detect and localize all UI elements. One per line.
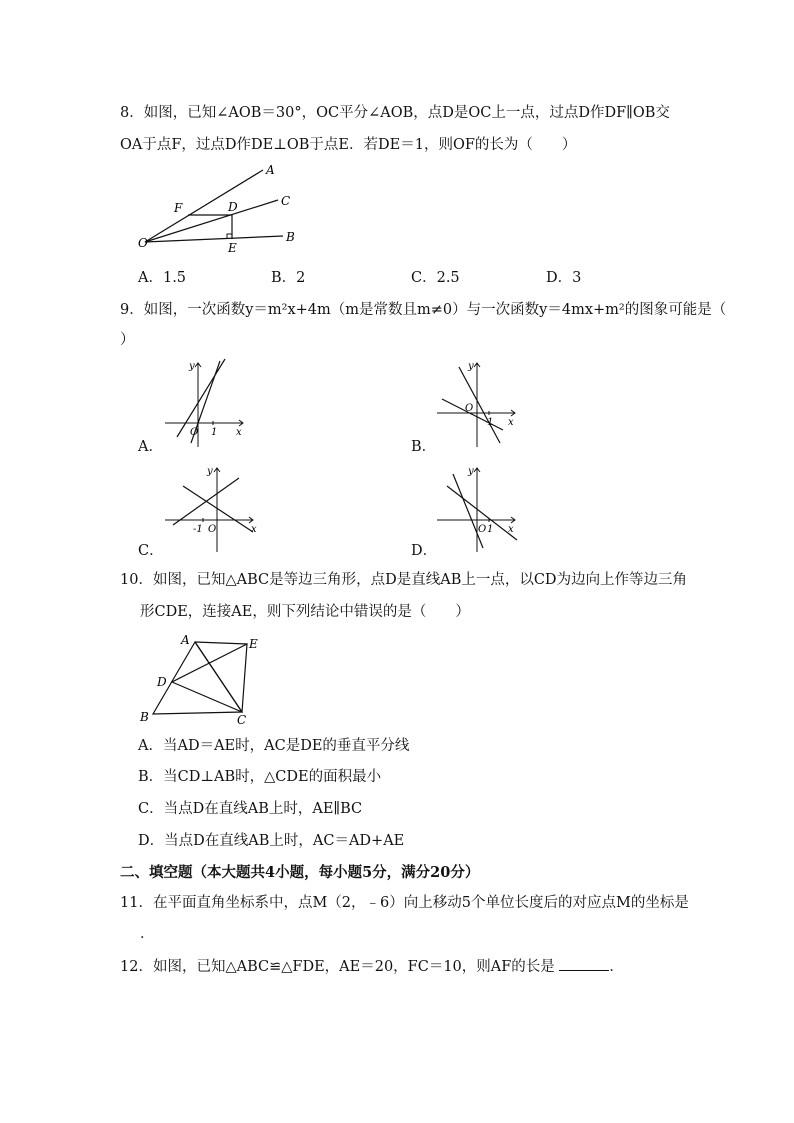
axis-y: y [207,466,213,477]
q10-line-2: 形CDE，连接AE，则下列结论中错误的是（ ） [140,604,470,620]
q9-graph-a [165,355,250,450]
label-e: E [249,637,258,651]
axis-x: x [251,524,257,535]
q8-option-b: B．2 [271,270,306,286]
tick-1: 1 [487,524,494,535]
q9-line-2: ） [120,332,135,348]
origin: O [208,524,217,535]
q9-option-b: B． [411,439,437,455]
q9-graph-c [165,460,260,555]
q10-option-d: D．当点D在直线AB上时，AC＝AD+AE [138,833,405,849]
q12-text: 12．如图，已知△ABC≌△FDE，AE＝20，FC＝10，则AF的长是 [120,959,555,975]
axis-y: y [468,466,474,477]
label-e: E [228,241,237,255]
q9-line-1: 9．如图，一次函数y＝m²x+4m（m是常数且m≠0）与一次函数y＝4mx+m²的图象可能是（ [120,302,727,318]
q8-option-d: D．3 [546,270,582,286]
origin: O [465,403,474,414]
axis-y: y [189,361,195,372]
line-1 [177,359,225,437]
axis-x: x [508,524,514,535]
label-f: F [174,201,183,215]
q8-line-1: 8．如图，已知∠AOB＝30°，OC平分∠AOB，点D是OC上一点，过点D作DF∥OB交 [120,105,670,121]
q10-figure [138,632,268,727]
q8-option-c: C．2.5 [411,270,460,286]
q10-line-1: 10．如图，已知△ABC是等边三角形，点D是直线AB上一点，以CD为边向上作等边三角 [120,572,688,588]
label-o: O [138,236,148,250]
label-d: D [228,200,238,214]
segment-ae [195,642,247,644]
section-2-title: 二、填空题（本大题共4小题，每小题5分，满分20分） [120,864,480,881]
label-b: B [140,710,149,724]
axis-x: x [236,427,242,438]
origin: O [190,427,199,438]
q9-option-c: C． [138,543,164,559]
q10-option-c: C．当点D在直线AB上时，AE∥BC [138,801,363,817]
q12-line [120,956,680,977]
tick-1: 1 [211,427,218,438]
label-c: C [237,713,247,727]
label-c: C [281,194,291,208]
q9-option-a: A． [138,439,163,455]
label-b: B [286,230,295,244]
tick-neg-1: -1 [193,524,203,535]
q9-graph-b [437,355,522,450]
origin: O [478,524,487,535]
ray-ob [145,236,283,242]
q10-option-a: A．当AD＝AE时，AC是DE的垂直平分线 [138,738,410,754]
label-d: D [157,675,167,689]
label-a: A [181,633,190,647]
q12-answer-blank[interactable] [559,956,609,971]
q11-line-1: 11．在平面直角坐标系中，点M（2，﹣6）向上移动5个单位长度后的对应点M的坐标是 [120,895,689,911]
axis-x: x [508,417,514,428]
q11-line-2: ． [140,926,155,942]
label-a: A [266,163,275,177]
axis-y: y [468,361,474,372]
ray-oc [145,200,278,242]
q8-line-2: OA于点F，过点D作DE⊥OB于点E．若DE＝1，则OF的长为（ ） [120,137,577,153]
q9-graph-d [437,460,522,555]
ray-oa [145,170,263,242]
q8-option-a: A．1.5 [138,270,187,286]
q12-end: ． [609,959,624,975]
q10-option-b: B．当CD⊥AB时，△CDE的面积最小 [138,769,382,785]
q8-options [138,268,678,288]
tick-1: 1 [487,417,494,428]
q8-figure [138,160,308,260]
q9-option-d: D． [411,543,438,559]
